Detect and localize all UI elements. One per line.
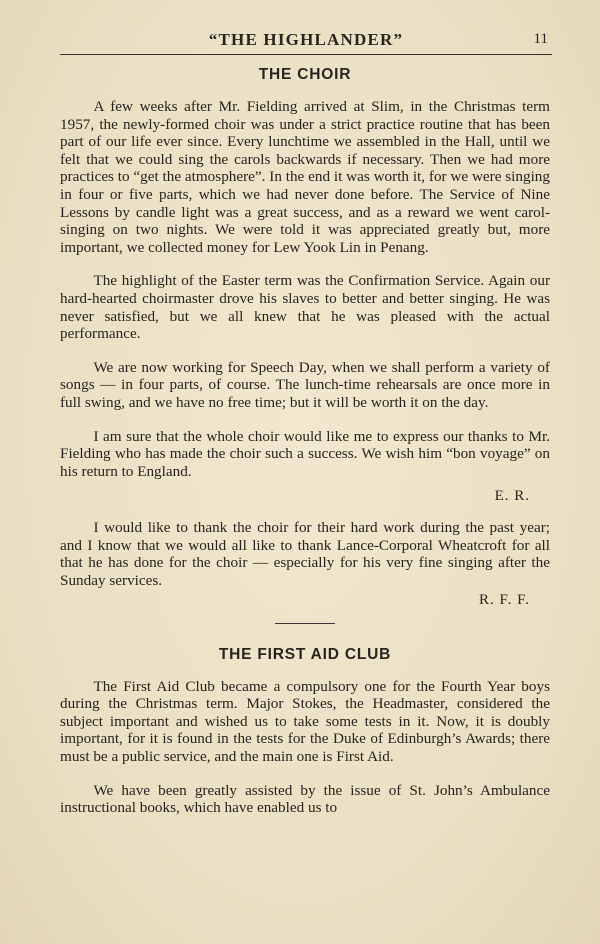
page-content xyxy=(60,62,550,833)
choir-paragraph-3: We are now working for Speech Day, when we shall perform a variety of songs — in four parts, of course. The lunch-time rehearsals are once more in full swing, and we have no free time; but it will be worth it on the day. xyxy=(60,358,550,411)
running-header xyxy=(60,28,552,55)
choir-paragraph-1: A few weeks after Mr. Fielding arrived at Slim, in the Christmas term 1957, the newly-formed choir was under a strict practice routine that has been part of our life ever since. Every lunchtime we assembled in the Hall, until we felt that we could sing the carols backwards if necessary. Then we had more practices to “get the atmosphere”. In the end it was worth it, for we were singing in four or five parts, which we had never done before. The Service of Nine Lessons by candle light was a great success, and as a reward we went carol-singing on two nights. We were told it was appreciated greatly but, more important, we collected money for Lew Yook Lin in Penang. xyxy=(60,98,550,256)
section-title-first-aid: THE FIRST AID CLUB xyxy=(218,645,392,663)
first-aid-paragraph-1: The First Aid Club became a compulsory one for the Fourth Year boys during the Christmas term. Major Stokes, the Headmaster, considered the subject important and wished us to take some tests in it. Now, it is doubly important, for it is found in the tests for the Duke of Edinburgh’s Awards; there must be a public service, and the main one is First Aid. xyxy=(60,677,550,766)
choir-paragraph-4: I am sure that the whole choir would like me to express our thanks to Mr. Fielding who has made the choir such a success. We wish him “bon voyage” on his return to England. xyxy=(60,427,550,480)
choir-paragraph-thanks: I would like to thank the choir for their hard work during the past year; and I know that we would all like to thank Lance-Corporal Wheatcroft for all that he has done for the choir — especially for his very fine singing after the Sunday services. xyxy=(60,519,550,590)
choir-paragraph-2: The highlight of the Easter term was the Confirmation Service. Again our hard-hearted choirmaster drove his slaves to better and better singing. He was never satisfied, but we all knew that he was pleased with the actual performance. xyxy=(60,272,550,343)
section-title-choir: THE CHOIR xyxy=(258,66,352,83)
section-divider xyxy=(275,623,335,624)
signature-er: E. R. xyxy=(494,488,530,505)
first-aid-paragraph-2: We have been greatly assisted by the issue of St. John’s Ambulance instructional books, which have enabled us to xyxy=(60,781,550,817)
signature-rff: R. F. F. xyxy=(478,591,530,608)
page-number: 11 xyxy=(533,31,548,47)
publication-title: “THE HIGHLANDER” xyxy=(208,30,404,49)
